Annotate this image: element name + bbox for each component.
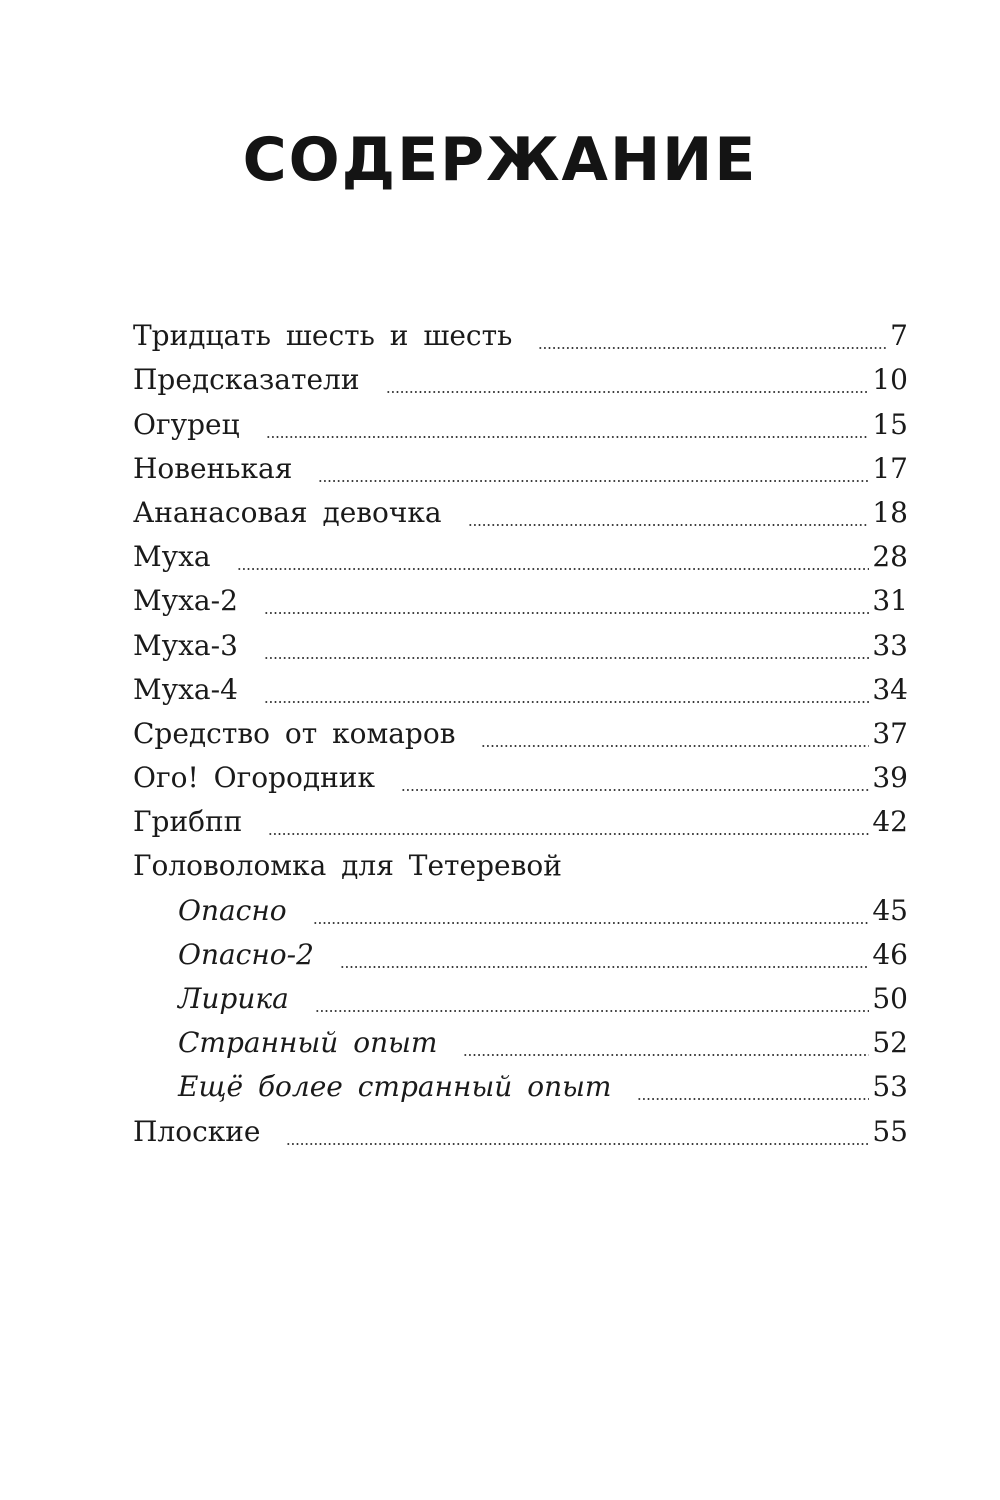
toc-entry-page: 34 [872, 672, 908, 706]
toc-entry-title: Муха-2 [133, 584, 238, 618]
toc-entry-page: 53 [872, 1070, 908, 1104]
toc-entry-page: 7 [890, 319, 908, 353]
toc-entry-page: 46 [872, 937, 908, 971]
toc-subentry [133, 931, 908, 975]
toc-entry [133, 533, 908, 577]
toc-entry-page: 52 [872, 1026, 908, 1060]
toc-section-heading [133, 842, 908, 886]
dot-leader [286, 1140, 869, 1146]
toc-entry-page: 50 [872, 982, 908, 1015]
toc-entry [133, 445, 908, 489]
toc-entry-title: Муха-3 [133, 628, 238, 662]
toc-entry-title: Новенькая [133, 451, 293, 485]
dot-leader [313, 919, 870, 925]
toc-entry-page: 33 [872, 628, 908, 662]
toc-subentry [133, 886, 908, 930]
toc-entry-title: Ананасовая девочка [133, 495, 442, 529]
page-title: СОДЕРЖАНИЕ [242, 125, 758, 195]
dot-leader [386, 388, 870, 394]
toc-entry [133, 621, 908, 665]
dot-leader [637, 1095, 869, 1101]
toc-entry-title: Опасно [178, 893, 287, 927]
toc-entry-page: 15 [872, 407, 908, 441]
dot-leader [315, 1007, 870, 1013]
toc-entry-title: Опасно-2 [178, 937, 314, 971]
toc-entry-page: 17 [872, 451, 908, 485]
toc-entry-title: Муха-4 [133, 672, 238, 706]
toc-subentry [133, 1063, 908, 1107]
toc-entry-title: Ещё более странный опыт [178, 1070, 612, 1104]
toc-entry-page: 37 [872, 716, 908, 750]
dot-leader [237, 565, 870, 571]
toc-entry [133, 577, 908, 621]
toc-entry-title: Предсказатели [133, 363, 360, 397]
toc-entry-title: Ого! Огородник [133, 761, 375, 795]
toc-entry [133, 489, 908, 533]
toc-entry [133, 356, 908, 400]
dot-leader [538, 344, 887, 350]
toc-entry-title: Странный опыт [178, 1026, 438, 1060]
toc-entry-page: 45 [872, 893, 908, 927]
toc-entry-title: Головоломка для Тетеревой [133, 849, 562, 883]
toc-entry-page: 55 [872, 1114, 908, 1148]
dot-leader [266, 433, 870, 439]
toc-entry-page: 18 [872, 495, 908, 529]
toc-entry-title: Плоские [133, 1114, 261, 1148]
toc-entry [133, 754, 908, 798]
toc-subentry [133, 1019, 908, 1063]
dot-leader [401, 786, 869, 792]
toc-entry-page: 39 [872, 761, 908, 795]
table-of-contents [133, 312, 908, 1152]
toc-entry-title: Муха [133, 540, 211, 574]
toc-entry [133, 666, 908, 710]
dot-leader [340, 963, 869, 969]
dot-leader [264, 654, 869, 660]
toc-entry [133, 400, 908, 444]
toc-subentry [133, 975, 908, 1019]
toc-entry-title: Огурец [133, 407, 240, 441]
toc-entry-page: 42 [872, 805, 908, 839]
toc-entry-title: Грибпп [133, 805, 243, 839]
dot-leader [264, 698, 869, 704]
toc-entry-title: Тридцать шесть и шесть [133, 319, 513, 353]
dot-leader [318, 477, 869, 483]
dot-leader [468, 521, 870, 527]
dot-leader [264, 609, 869, 615]
dot-leader [463, 1051, 869, 1057]
toc-entry [133, 312, 908, 356]
toc-entry-title: Средство от комаров [133, 716, 456, 750]
toc-entry [133, 1107, 908, 1151]
toc-entry-page: 31 [872, 584, 908, 618]
toc-entry-page: 10 [872, 363, 908, 397]
toc-entry-page: 28 [872, 540, 908, 574]
dot-leader [268, 830, 869, 836]
dot-leader [481, 742, 869, 748]
toc-entry [133, 710, 908, 754]
toc-entry-title: Лирика [178, 982, 289, 1015]
toc-entry [133, 798, 908, 842]
